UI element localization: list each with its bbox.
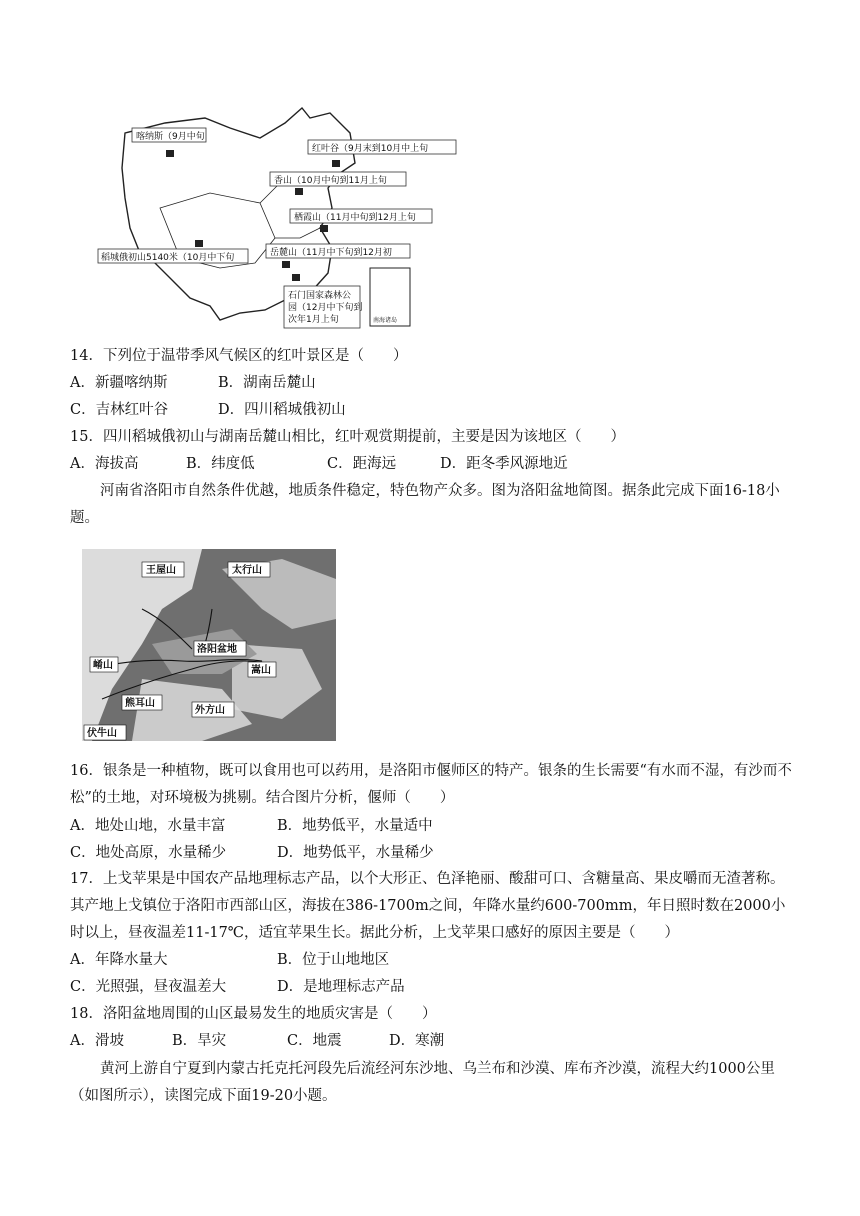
marker-kanas (166, 150, 174, 157)
label-hongyegu: 红叶谷（9月末到10月中上旬 (312, 144, 429, 154)
q18-option-b: B．旱灾 (172, 1033, 227, 1049)
q15-stem: 15．四川稻城俄初山与湖南岳麓山相比，红叶观赏期提前，主要是因为该地区（ ） (70, 429, 625, 445)
q14-option-a: A．新疆喀纳斯 (70, 375, 168, 391)
red-leaf-map (70, 88, 460, 330)
label-taihangshan: 太行山 (232, 565, 262, 576)
label-funiushan: 伏牛山 (87, 728, 117, 739)
q17-option-a: A．年降水量大 (70, 952, 168, 968)
q15-option-b: B．纬度低 (186, 456, 255, 472)
marker-xiangshan (295, 188, 303, 195)
q16-option-c: C．地处高原，水量稀少 (70, 845, 227, 861)
q15-option-a: A．海拔高 (70, 456, 139, 472)
label-xiangshan: 香山（10月中旬到11月上旬 (274, 176, 387, 186)
marker-hongyegu (332, 160, 340, 167)
q17-option-b: B．位于山地地区 (277, 952, 390, 968)
q14-stem: 14．下列位于温带季风气候区的红叶景区是（ ） (70, 348, 408, 364)
q18-stem: 18．洛阳盆地周围的山区最易发生的地质灾害是（ ） (70, 1006, 437, 1022)
label-shimen-2: 园（12月中下旬到 (288, 303, 363, 313)
label-songshan: 嵩山 (251, 665, 271, 676)
label-shimen-1: 石门国家森林公 (288, 291, 352, 301)
q15-option-d: D．距冬季风源地近 (440, 456, 568, 472)
label-shimen-3: 次年1月上旬 (288, 315, 339, 325)
q17-option-c: C．光照强，昼夜温差大 (70, 979, 227, 995)
q17-option-d: D．是地理标志产品 (277, 979, 405, 995)
q14-option-d: D．四川稻城俄初山 (218, 402, 346, 418)
label-xiaoshan: 崤山 (93, 660, 113, 671)
q16-stem: 16．银条是一种植物，既可以食用也可以药用，是洛阳市偃师区的特产。银条的生长需要“有水而不湿，有沙而不松”的土地，对环境极为挑剔。结合图片分析，偃师（ ） (70, 763, 792, 806)
label-luoyang-basin: 洛阳盆地 (197, 644, 237, 655)
intro-yellow-river: 黄河上游自宁夏到内蒙古托克托河段先后流经河东沙地、乌兰布和沙漠、库布齐沙漠，流程大约1000公里（如图所示），读图完成下面19-20小题。 (70, 1061, 775, 1104)
q16-option-b: B．地势低平，水量适中 (277, 818, 433, 834)
label-daocheng: 稻城俄初山5140米（10月中下旬 (101, 253, 235, 263)
q14-option-c: C．吉林红叶谷 (70, 402, 169, 418)
q18-option-c: C．地震 (287, 1033, 342, 1049)
label-kanas: 喀纳斯（9月中旬 (136, 132, 205, 142)
label-yuelushan: 岳麓山（11月中下旬到12月初 (270, 248, 392, 258)
label-qixiashan: 栖霞山（11月中旬到12月上旬 (294, 213, 416, 223)
marker-shimen (292, 274, 300, 281)
q18-option-a: A．滑坡 (70, 1033, 124, 1049)
q18-option-d: D．寒潮 (389, 1033, 445, 1049)
marker-daocheng (195, 240, 203, 247)
marker-qixiashan (320, 225, 328, 232)
intro-luoyang: 河南省洛阳市自然条件优越，地质条件稳定，特色物产众多。图为洛阳盆地简图。据条此完成下面16-18小题。 (70, 483, 780, 526)
q16-option-d: D．地势低平，水量稀少 (277, 845, 434, 861)
q17-stem: 17．上戈苹果是中国农产品地理标志产品，以个大形正、色泽艳丽、酸甜可口、含糖量高、果皮嚼而无渣著称。其产地上戈镇位于洛阳市西部山区，海拔在386-1700m之间，年降水量约600-700mm，年日照时数在2000小时以上，昼夜温差11-17℃，适宜苹果生长。据此分析，上戈苹果口感好的原因主要是（ ） (70, 871, 786, 941)
luoyang-basin-map (82, 549, 336, 741)
q14-option-b: B．湖南岳麓山 (218, 375, 316, 391)
marker-yuelushan (282, 261, 290, 268)
label-xiongershan: 熊耳山 (125, 698, 155, 709)
q15-option-c: C．距海远 (327, 456, 397, 472)
label-wangwushan: 王屋山 (146, 565, 176, 576)
label-waifangshan: 外方山 (195, 705, 225, 716)
label-south-china-sea: 南海诸岛 (373, 317, 398, 324)
q16-option-a: A．地处山地，水量丰富 (70, 818, 226, 834)
